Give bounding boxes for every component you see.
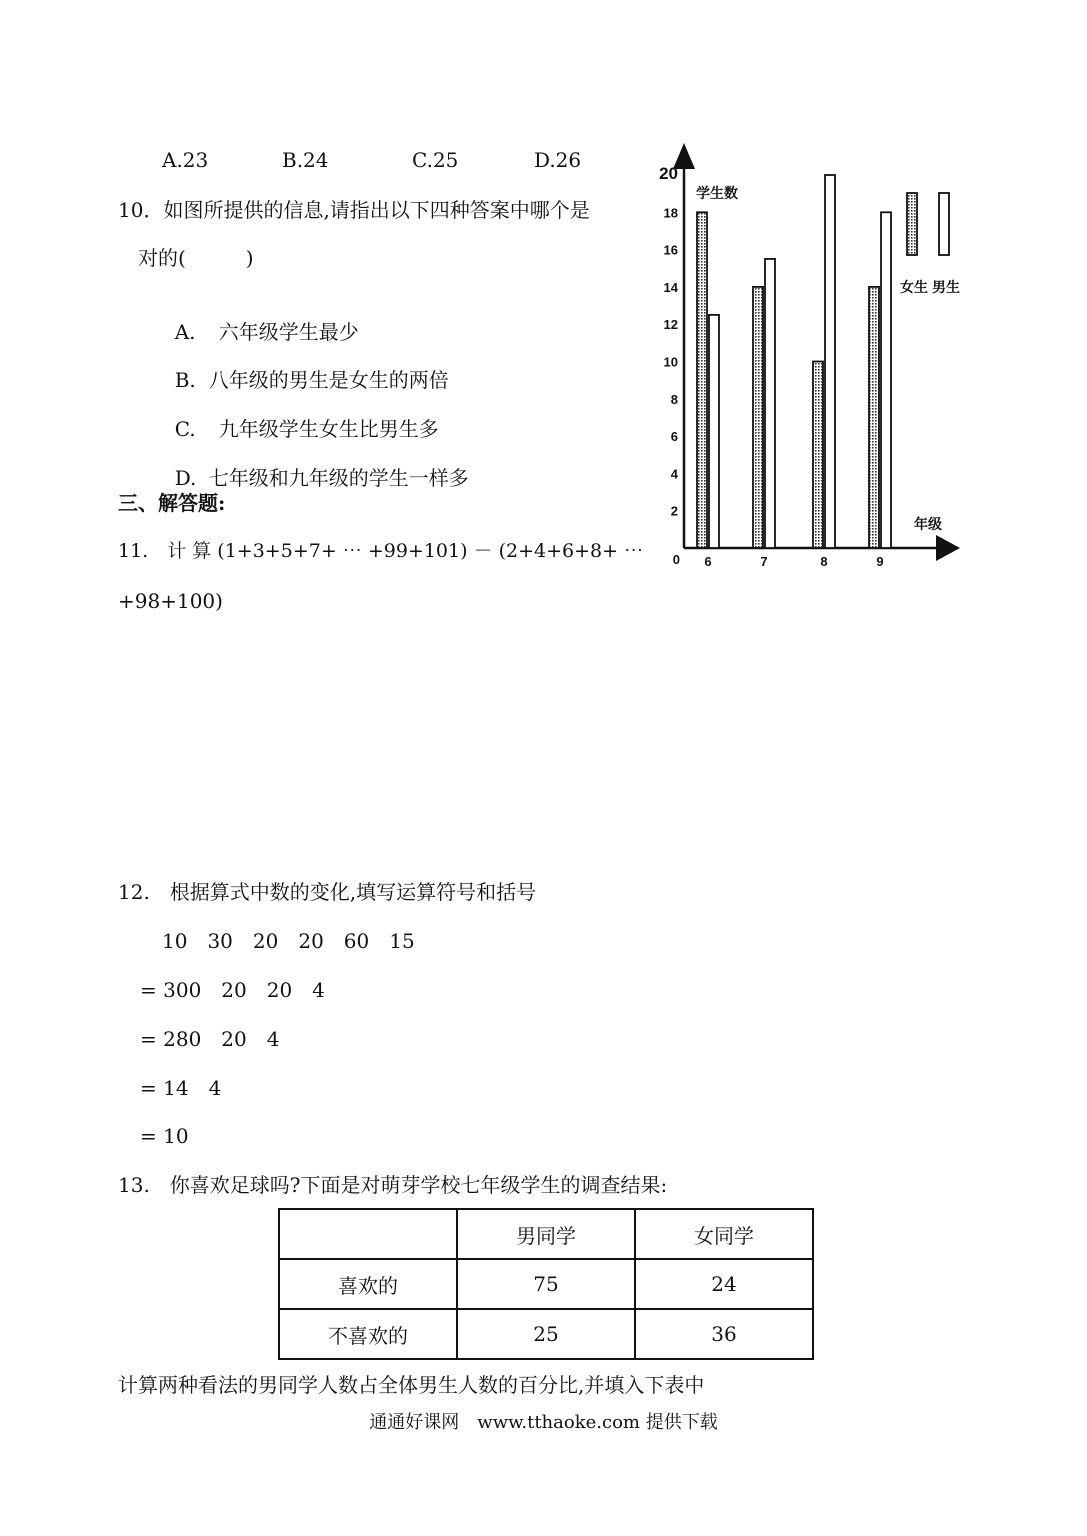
y-tick-label: 8 <box>670 391 678 407</box>
y-tick-label: 18 <box>663 205 678 221</box>
q10-option-letter: B. <box>174 368 196 392</box>
bar-male-grade-8 <box>825 175 835 548</box>
q10-option-text: 九年级学生女生比男生多 <box>218 417 439 441</box>
x-tick-label: 9 <box>876 554 884 569</box>
bar-female-grade-9 <box>869 287 879 548</box>
q10-stem-cont: 对的( ) <box>138 246 254 270</box>
y-tick-label: 2 <box>670 503 678 519</box>
section-title: 三、解答题: <box>118 491 226 515</box>
grade-student-bar-chart <box>650 135 980 580</box>
y-tick-label: 6 <box>670 429 678 445</box>
q10-option-text: 六年级学生最少 <box>218 320 359 344</box>
bar-female-grade-6 <box>697 212 707 548</box>
q10-option-text: 八年级的男生是女生的两倍 <box>208 368 449 392</box>
bar-male-grade-7 <box>765 259 775 548</box>
table-cell: 75 <box>457 1259 635 1309</box>
legend-label: 女生 <box>900 279 928 295</box>
survey-table <box>278 1208 814 1360</box>
q10-option-letter: A. <box>174 320 196 344</box>
table-row <box>279 1259 813 1309</box>
table-header-row <box>279 1209 813 1259</box>
q10-option-d <box>162 442 469 490</box>
q9-option-b: B.24 <box>282 148 329 172</box>
q10-option-letter: C. <box>174 417 196 441</box>
table-row <box>279 1309 813 1359</box>
x-tick-label: 7 <box>760 554 768 569</box>
q9-option-d: D.26 <box>534 148 582 172</box>
bar-female-grade-8 <box>813 362 823 549</box>
q9-option-c: C.25 <box>412 148 459 172</box>
q12-stem: 12. 根据算式中数的变化,填写运算符号和括号 <box>118 880 537 904</box>
q10-stem: 10．如图所提供的信息,请指出以下四种答案中哪个是 <box>118 198 590 222</box>
q13-followup: 计算两种看法的男同学人数占全体男生人数的百分比,并填入下表中 <box>118 1373 705 1397</box>
y-tick-label: 12 <box>663 317 678 333</box>
q12-line: = 300 20 20 4 <box>140 978 325 1002</box>
origin-label: 0 <box>672 552 680 567</box>
legend-swatch-female <box>907 193 917 255</box>
x-tick-label: 6 <box>704 554 712 569</box>
y-axis-label: 学生数 <box>696 185 738 201</box>
y-tick-label: 4 <box>670 466 678 482</box>
legend-label: 男生 <box>932 279 960 295</box>
q10-option-c <box>162 393 439 441</box>
page-footer: 通通好课网 www.tthaoke.com 提供下载 <box>369 1412 718 1433</box>
q12-line: = 14 4 <box>140 1076 222 1100</box>
table-header-cell: 女同学 <box>635 1209 813 1259</box>
q11-line2: +98+100) <box>118 589 223 613</box>
bar-male-grade-6 <box>709 315 719 548</box>
x-axis-label: 年级 <box>914 516 942 532</box>
table-cell: 25 <box>457 1309 635 1359</box>
q10-option-a <box>162 296 359 344</box>
q12-line: = 10 <box>140 1124 189 1148</box>
table-cell: 24 <box>635 1259 813 1309</box>
q11-line1: 11. 计 算 (1+3+5+7+ ⋯ +99+101) － (2+4+6+8+ ⋯ <box>118 540 644 562</box>
table-cell: 喜欢的 <box>279 1259 457 1309</box>
bar-male-grade-9 <box>881 212 891 548</box>
y-tick-label: 16 <box>663 242 678 258</box>
q10-option-letter: D. <box>174 466 197 490</box>
y-tick-label: 14 <box>663 279 678 295</box>
q12-line: = 280 20 4 <box>140 1027 280 1051</box>
q12-line: 10 30 20 20 60 15 <box>162 929 415 953</box>
x-axis-arrow <box>936 535 960 561</box>
table-cell: 36 <box>635 1309 813 1359</box>
legend-swatch-male <box>939 193 949 255</box>
table-cell: 不喜欢的 <box>279 1309 457 1359</box>
bar-female-grade-7 <box>753 287 763 548</box>
x-tick-label: 8 <box>820 554 828 569</box>
table-header-cell: 男同学 <box>457 1209 635 1259</box>
q10-option-text: 七年级和九年级的学生一样多 <box>208 466 469 490</box>
y-tick-label: 20 <box>659 164 678 183</box>
q9-option-a: A.23 <box>162 148 209 172</box>
q13-stem: 13. 你喜欢足球吗?下面是对萌芽学校七年级学生的调查结果: <box>118 1173 668 1197</box>
y-tick-label: 10 <box>663 354 678 370</box>
table-header-cell <box>279 1209 457 1259</box>
q10-option-b <box>162 344 449 392</box>
